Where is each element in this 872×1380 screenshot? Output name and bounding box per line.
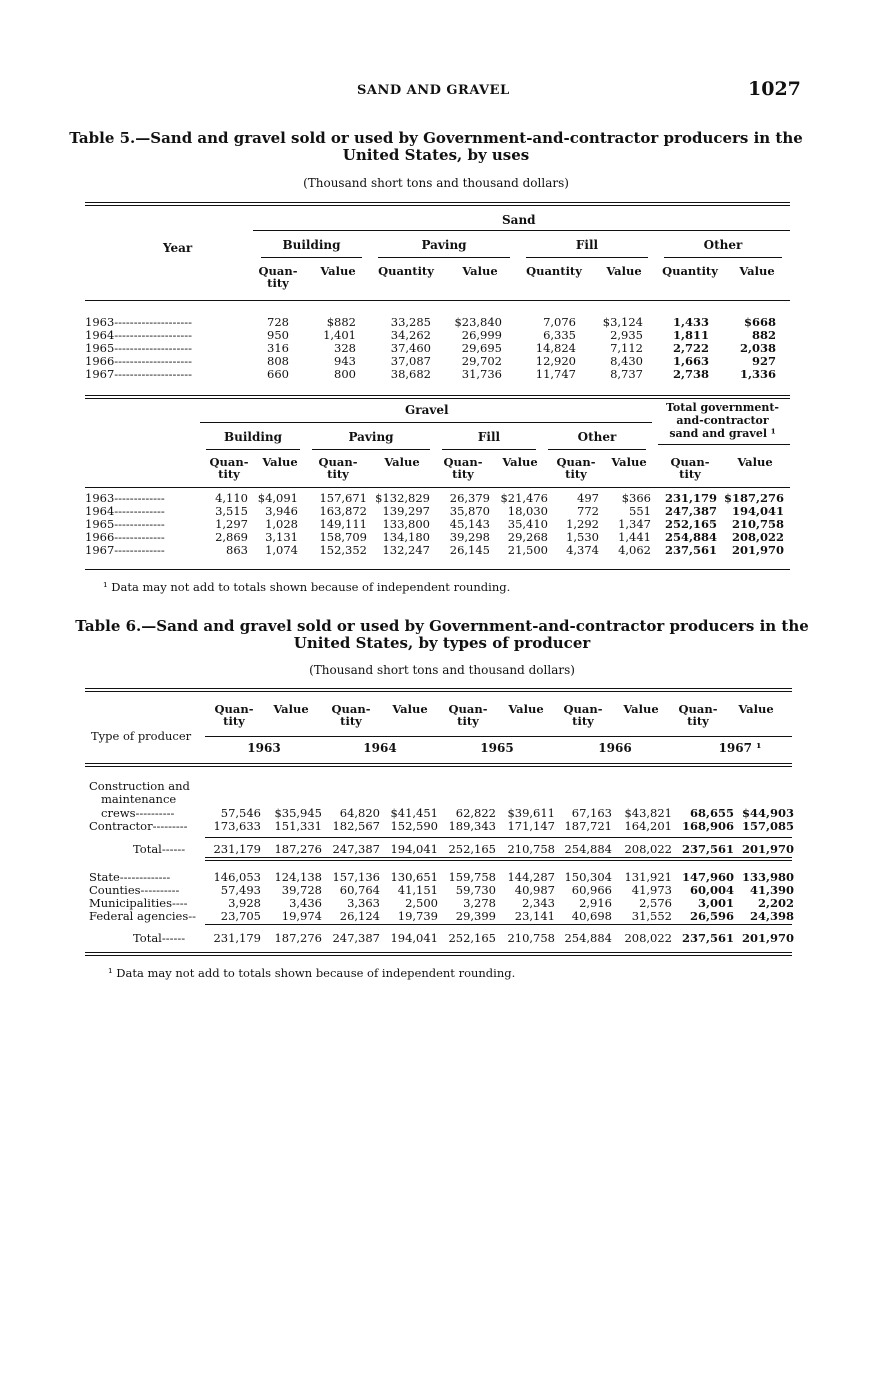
table-cell: 252,165 xyxy=(664,517,717,531)
table-cell: 35,410 xyxy=(507,517,548,531)
table-cell: 551 xyxy=(629,504,651,518)
table-cell: 1,433 xyxy=(672,315,709,329)
column-header: Value xyxy=(737,455,773,469)
table-cell: 237,561 xyxy=(664,543,717,557)
year-label: 1964------------- xyxy=(85,504,165,518)
table-cell: $3,124 xyxy=(602,315,643,329)
table-cell: 231,179 xyxy=(664,491,717,505)
table-cell: 187,276 xyxy=(274,931,322,945)
table-cell: 2,343 xyxy=(522,896,555,910)
rule xyxy=(85,569,790,570)
table-cell: 210,758 xyxy=(731,517,784,531)
table-cell: 3,001 xyxy=(697,896,734,910)
column-header: Quantity xyxy=(378,264,434,278)
table-cell: 29,268 xyxy=(507,530,548,544)
table-cell: 164,201 xyxy=(624,819,672,833)
table-cell: 139,297 xyxy=(382,504,430,518)
table-cell: 2,738 xyxy=(672,367,709,381)
rule xyxy=(548,449,646,450)
row-label: Contractor--------- xyxy=(89,819,188,833)
row-label: Total------ xyxy=(133,842,186,856)
table-cell: 41,151 xyxy=(397,883,438,897)
table-cell: 252,165 xyxy=(448,842,496,856)
table-cell: 29,702 xyxy=(461,354,502,368)
table-cell: 187,276 xyxy=(274,842,322,856)
year-label: 1967------------- xyxy=(85,543,165,557)
type-of-producer-header: Type of producer xyxy=(91,729,192,743)
column-header: Quan- tity xyxy=(563,702,603,728)
table-cell: 497 xyxy=(577,491,599,505)
table-cell: 1,336 xyxy=(739,367,776,381)
table-cell: $23,840 xyxy=(454,315,502,329)
table-cell: 772 xyxy=(577,504,599,518)
table-cell: 146,053 xyxy=(213,870,261,884)
year-label: 1965-------------------- xyxy=(85,341,192,355)
rule xyxy=(312,449,430,450)
sand-category-header: Fill xyxy=(575,238,599,252)
table-cell: 68,655 xyxy=(689,806,734,820)
table-cell: 26,145 xyxy=(449,543,490,557)
table-cell: 19,739 xyxy=(397,909,438,923)
table-cell: 3,131 xyxy=(265,530,298,544)
year-label: 1964-------------------- xyxy=(85,328,192,342)
column-header: Quan- tity xyxy=(670,455,710,481)
table-cell: 62,822 xyxy=(455,806,496,820)
table-5-units: (Thousand short tons and thousand dollars) xyxy=(303,176,569,190)
rule xyxy=(85,952,792,953)
table-cell: 863 xyxy=(226,543,248,557)
table-cell: 2,722 xyxy=(672,341,709,355)
year-header: 1967 ¹ xyxy=(718,741,762,755)
table-cell: 201,970 xyxy=(741,931,794,945)
rule xyxy=(85,205,790,206)
table-cell: 247,387 xyxy=(332,931,380,945)
table-cell: 800 xyxy=(334,367,356,381)
table-cell: 157,085 xyxy=(741,819,794,833)
rule xyxy=(85,691,792,692)
page-number: 1027 xyxy=(748,78,801,100)
column-header: Value xyxy=(508,702,544,716)
table-cell: $39,611 xyxy=(507,806,555,820)
table-cell: 26,596 xyxy=(689,909,734,923)
rule xyxy=(85,395,790,396)
table-cell: 1,663 xyxy=(672,354,709,368)
rule xyxy=(658,444,790,445)
rule xyxy=(85,955,792,956)
table-cell: 201,970 xyxy=(731,543,784,557)
table-cell: 159,758 xyxy=(448,870,496,884)
table-cell: 33,285 xyxy=(390,315,431,329)
table-cell: 247,387 xyxy=(664,504,717,518)
table-cell: 316 xyxy=(267,341,289,355)
table-cell: 2,576 xyxy=(639,896,672,910)
rule xyxy=(526,257,648,258)
year-label: 1963------------- xyxy=(85,491,165,505)
table-cell: 3,278 xyxy=(463,896,496,910)
rule xyxy=(205,857,792,858)
table-cell: 237,561 xyxy=(681,842,734,856)
table-cell: 19,974 xyxy=(281,909,322,923)
table-cell: 231,179 xyxy=(213,931,261,945)
rule xyxy=(205,860,792,861)
table-cell: 21,500 xyxy=(507,543,548,557)
column-header: Value xyxy=(462,264,498,278)
table-cell: 163,872 xyxy=(319,504,367,518)
gravel-category-header: Paving xyxy=(348,430,394,444)
table-cell: 210,758 xyxy=(507,842,555,856)
table-cell: 24,398 xyxy=(749,909,794,923)
column-header: Quantity xyxy=(526,264,582,278)
table-cell: $44,903 xyxy=(741,806,794,820)
table-cell: 7,112 xyxy=(610,341,643,355)
gravel-category-header: Other xyxy=(577,430,617,444)
table-cell: 1,074 xyxy=(265,543,298,557)
table-cell: 144,287 xyxy=(507,870,555,884)
table-cell: 1,297 xyxy=(215,517,248,531)
column-header: Quan- tity xyxy=(448,702,488,728)
table-6-title-line2: United States, by types of producer xyxy=(293,634,591,652)
year-header: 1966 xyxy=(598,741,632,755)
table-cell: 23,141 xyxy=(514,909,555,923)
construction-label-2: maintenance xyxy=(101,792,177,806)
column-header: Quan- tity xyxy=(209,455,249,481)
table-cell: 157,671 xyxy=(319,491,367,505)
table-cell: 41,973 xyxy=(631,883,672,897)
table-cell: $21,476 xyxy=(500,491,548,505)
column-header: Value xyxy=(262,455,298,469)
table-cell: 173,633 xyxy=(213,819,261,833)
table-cell: 328 xyxy=(334,341,356,355)
table-cell: 35,870 xyxy=(449,504,490,518)
column-header: Quan- tity xyxy=(678,702,718,728)
table-cell: 943 xyxy=(334,354,356,368)
table-cell: 4,374 xyxy=(566,543,599,557)
table-cell: 2,916 xyxy=(579,896,612,910)
table-cell: 3,946 xyxy=(265,504,298,518)
rule xyxy=(442,449,536,450)
table-cell: 14,824 xyxy=(535,341,576,355)
table-cell: 133,980 xyxy=(741,870,794,884)
table-cell: 34,262 xyxy=(390,328,431,342)
column-header: Value xyxy=(320,264,356,278)
table-cell: 147,960 xyxy=(681,870,734,884)
rule xyxy=(378,257,510,258)
column-header: Quan- tity xyxy=(214,702,254,728)
sand-category-header: Building xyxy=(282,238,341,252)
table-cell: 254,884 xyxy=(564,931,612,945)
sand-category-header: Other xyxy=(703,238,743,252)
column-header: Quan- tity xyxy=(556,455,596,481)
table-cell: 134,180 xyxy=(382,530,430,544)
sand-category-header: Paving xyxy=(421,238,467,252)
total-header: Total government- and-contractor sand and gravel ¹ xyxy=(666,401,779,440)
gravel-category-header: Building xyxy=(223,430,283,444)
table-cell: 2,500 xyxy=(405,896,438,910)
rule xyxy=(85,398,790,399)
column-header: Value xyxy=(623,702,659,716)
year-header: 1963 xyxy=(247,741,281,755)
running-head: SAND AND GRAVEL xyxy=(357,83,510,98)
table-cell: 11,747 xyxy=(535,367,576,381)
column-header: Value xyxy=(611,455,647,469)
table-cell: $187,276 xyxy=(723,491,784,505)
table-cell: 189,343 xyxy=(448,819,496,833)
sand-group-header: Sand xyxy=(502,213,536,227)
table-cell: 2,202 xyxy=(757,896,794,910)
column-header: Value xyxy=(738,702,774,716)
table-cell: 208,022 xyxy=(624,842,672,856)
table-5-footnote: ¹ Data may not add to totals shown because of independent rounding. xyxy=(103,580,511,594)
table-cell: $882 xyxy=(326,315,356,329)
column-header: Quantity xyxy=(662,264,718,278)
table-cell: 210,758 xyxy=(507,931,555,945)
table-cell: $668 xyxy=(743,315,776,329)
table-cell: 6,335 xyxy=(543,328,576,342)
year-label: 1965------------- xyxy=(85,517,165,531)
table-cell: 57,546 xyxy=(220,806,261,820)
table-cell: 194,041 xyxy=(390,931,438,945)
table-cell: 1,028 xyxy=(265,517,298,531)
table-cell: 152,352 xyxy=(319,543,367,557)
table-6-footnote: ¹ Data may not add to totals shown because of independent rounding. xyxy=(108,966,516,980)
year-label: 1963-------------------- xyxy=(85,315,192,329)
year-label: 1967-------------------- xyxy=(85,367,192,381)
table-cell: 31,736 xyxy=(461,367,502,381)
column-header: Quan- tity xyxy=(331,702,371,728)
table-cell: 194,041 xyxy=(731,504,784,518)
rule xyxy=(205,736,792,737)
table-cell: $4,091 xyxy=(257,491,298,505)
rule xyxy=(85,688,792,689)
rule xyxy=(85,202,790,203)
column-header: Quan- tity xyxy=(318,455,358,481)
table-cell: 2,038 xyxy=(739,341,776,355)
year-header: Year xyxy=(163,241,193,255)
column-header: Value xyxy=(739,264,775,278)
table-cell: 3,363 xyxy=(347,896,380,910)
table-cell: 38,682 xyxy=(390,367,431,381)
table-cell: 1,347 xyxy=(618,517,651,531)
column-header: Quan- tity xyxy=(258,264,298,290)
rule xyxy=(253,230,790,231)
gravel-category-header: Fill xyxy=(477,430,501,444)
table-cell: 7,076 xyxy=(543,315,576,329)
table-cell: 171,147 xyxy=(507,819,555,833)
construction-label-1: Construction and xyxy=(89,779,190,793)
table-cell: 152,590 xyxy=(390,819,438,833)
table-6-title-line1: Table 6.—Sand and gravel sold or used by Government-and-contractor producers in the xyxy=(75,617,809,635)
table-cell: 231,179 xyxy=(213,842,261,856)
table-cell: 57,493 xyxy=(220,883,261,897)
column-header: Value xyxy=(384,455,420,469)
table-cell: 4,062 xyxy=(618,543,651,557)
table-cell: 133,800 xyxy=(382,517,430,531)
row-label: State------------- xyxy=(89,870,171,884)
table-cell: 3,436 xyxy=(289,896,322,910)
table-cell: 660 xyxy=(267,367,289,381)
rule xyxy=(205,924,792,925)
year-header: 1964 xyxy=(363,741,397,755)
rule xyxy=(664,257,782,258)
table-cell: 254,884 xyxy=(564,842,612,856)
rule xyxy=(85,487,790,488)
rule xyxy=(85,766,792,767)
rule xyxy=(261,257,362,258)
table-cell: 1,292 xyxy=(566,517,599,531)
table-cell: 808 xyxy=(267,354,289,368)
table-cell: 208,022 xyxy=(731,530,784,544)
table-cell: 41,390 xyxy=(749,883,794,897)
table-6-units: (Thousand short tons and thousand dollars) xyxy=(309,663,575,677)
table-cell: 182,567 xyxy=(332,819,380,833)
table-cell: 8,737 xyxy=(610,367,643,381)
table-cell: 18,030 xyxy=(507,504,548,518)
table-cell: 59,730 xyxy=(455,883,496,897)
table-cell: 237,561 xyxy=(681,931,734,945)
column-header: Value xyxy=(606,264,642,278)
gravel-group-header: Gravel xyxy=(405,403,449,417)
table-cell: 131,921 xyxy=(624,870,672,884)
table-cell: 3,928 xyxy=(228,896,261,910)
table-cell: 882 xyxy=(751,328,776,342)
row-label: Total------ xyxy=(133,931,186,945)
column-header: Value xyxy=(392,702,428,716)
table-cell: 927 xyxy=(751,354,776,368)
table-cell: 26,124 xyxy=(339,909,380,923)
table-cell: 124,138 xyxy=(274,870,322,884)
table-cell: 254,884 xyxy=(664,530,717,544)
table-cell: 194,041 xyxy=(390,842,438,856)
column-header: Value xyxy=(273,702,309,716)
table-cell: 150,304 xyxy=(564,870,612,884)
row-label: Counties---------- xyxy=(89,883,180,897)
row-label: crews---------- xyxy=(101,806,175,820)
table-cell: 29,399 xyxy=(455,909,496,923)
table-cell: 1,530 xyxy=(566,530,599,544)
table-cell: 39,728 xyxy=(281,883,322,897)
table-cell: 37,460 xyxy=(390,341,431,355)
table-cell: 40,698 xyxy=(571,909,612,923)
table-cell: 60,764 xyxy=(339,883,380,897)
year-label: 1966-------------------- xyxy=(85,354,192,368)
table-cell: 208,022 xyxy=(624,931,672,945)
table-cell: 60,004 xyxy=(689,883,734,897)
row-label: Municipalities---- xyxy=(89,896,188,910)
table-cell: 247,387 xyxy=(332,842,380,856)
table-cell: 2,869 xyxy=(215,530,248,544)
year-header: 1965 xyxy=(480,741,514,755)
table-cell: 12,920 xyxy=(535,354,576,368)
table-cell: 1,811 xyxy=(672,328,709,342)
table-cell: 132,247 xyxy=(382,543,430,557)
table-cell: $43,821 xyxy=(624,806,672,820)
rule xyxy=(206,449,300,450)
table-cell: $132,829 xyxy=(375,491,430,505)
table-cell: 130,651 xyxy=(390,870,438,884)
table-cell: 2,935 xyxy=(610,328,643,342)
table-cell: 201,970 xyxy=(741,842,794,856)
table-cell: 64,820 xyxy=(339,806,380,820)
rule xyxy=(200,422,652,423)
table-cell: 3,515 xyxy=(215,504,248,518)
row-label: Federal agencies-- xyxy=(89,909,197,923)
table-cell: 40,987 xyxy=(514,883,555,897)
year-label: 1966------------- xyxy=(85,530,165,544)
table-cell: 4,110 xyxy=(215,491,248,505)
table-cell: 149,111 xyxy=(319,517,367,531)
table-cell: 60,966 xyxy=(571,883,612,897)
table-cell: $35,945 xyxy=(274,806,322,820)
table-cell: $41,451 xyxy=(390,806,438,820)
column-header: Value xyxy=(502,455,538,469)
table-cell: 31,552 xyxy=(631,909,672,923)
table-cell: 158,709 xyxy=(319,530,367,544)
table-cell: 26,999 xyxy=(461,328,502,342)
table-cell: 67,163 xyxy=(571,806,612,820)
table-cell: 157,136 xyxy=(332,870,380,884)
table-cell: 39,298 xyxy=(449,530,490,544)
rule xyxy=(85,763,792,764)
table-5-title-line2: United States, by uses xyxy=(342,146,530,164)
column-header: Quan- tity xyxy=(443,455,483,481)
table-cell: 1,441 xyxy=(618,530,651,544)
table-5-title-line1: Table 5.—Sand and gravel sold or used by Government-and-contractor producers in the xyxy=(69,129,803,147)
table-cell: 151,331 xyxy=(274,819,322,833)
table-cell: 26,379 xyxy=(449,491,490,505)
table-cell: 45,143 xyxy=(449,517,490,531)
table-cell: 168,906 xyxy=(681,819,734,833)
table-cell: 1,401 xyxy=(323,328,356,342)
table-cell: 187,721 xyxy=(564,819,612,833)
table-cell: $366 xyxy=(621,491,651,505)
table-cell: 29,695 xyxy=(461,341,502,355)
table-cell: 728 xyxy=(267,315,289,329)
rule xyxy=(205,837,792,838)
rule xyxy=(85,300,790,301)
table-cell: 950 xyxy=(267,328,289,342)
table-cell: 23,705 xyxy=(220,909,261,923)
table-cell: 252,165 xyxy=(448,931,496,945)
table-cell: 37,087 xyxy=(390,354,431,368)
table-cell: 8,430 xyxy=(610,354,643,368)
